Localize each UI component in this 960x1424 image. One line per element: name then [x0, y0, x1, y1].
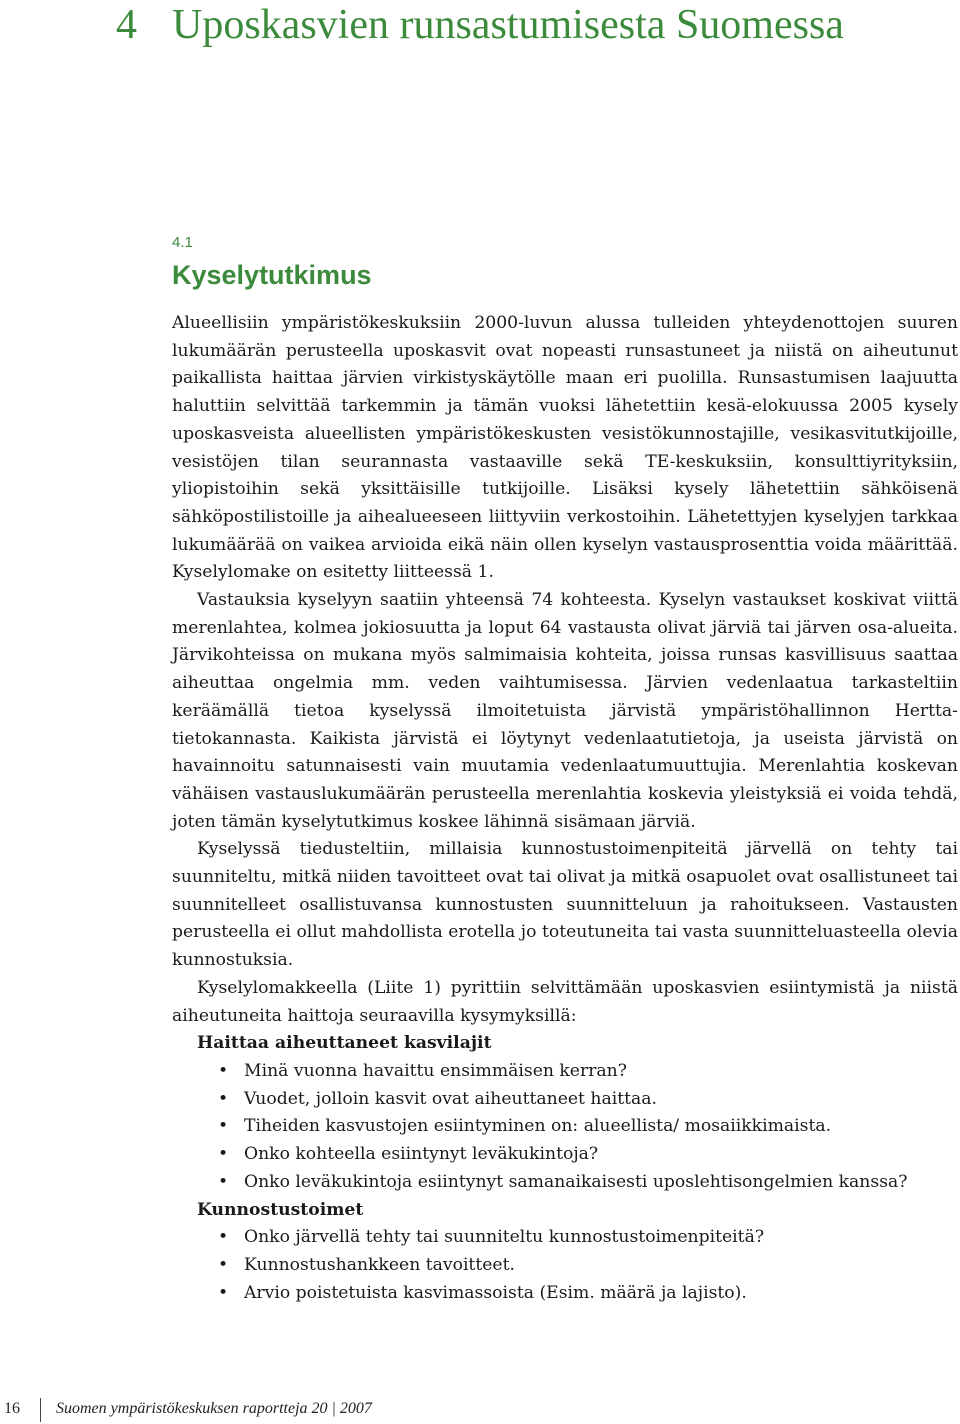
list-item: • Onko järvellä tehty tai suunniteltu kunnostustoimenpiteitä? [244, 1224, 958, 1252]
list-item: • Kunnostushankkeen tavoitteet. [244, 1252, 958, 1280]
list-item: • Tiheiden kasvustojen esiintyminen on: alueellista/ mosaiikkimaista. [244, 1113, 958, 1141]
list-heading-harmful-species: Haittaa aiheuttaneet kasvilajit [197, 1033, 492, 1054]
paragraph-responses: Vastauksia kyselyyn saatiin yhteensä 74 kohteesta. Kyselyn vastaukset koskivat viittä merenlahtea, kolmea jokiosuutta ja loput 64 vastausta olivat järviä tai järven osa-alueita. Järvikohteissa on mukana myös salmimaisia kohteita, joissa runsas kasvillisuus saattaa aiheuttaa ongelmia mm. veden vaihtumisessa. Järvien vedenlaatua tarkasteltiin keräämällä tietoa kyselyssä ilmoitetuista järvistä ympäristöhallinnon Hertta-tietokannasta. Kaikista järvistä ei löytynyt vedenlaatutietoja, ja useista järvistä on havainnoitu satunnaisesti vain muutamia vedenlaatumuuttujia. Merenlahtia koskevan vähäisen vastauslukumäärän perusteella merenlahtia koskevia yleistyksiä ei voida tehdä, joten tämän kyselytutkimus koskee lähinnä sisämaan järviä. [172, 590, 958, 832]
paragraph-questionnaire: Kyselylomakkeella (Liite 1) pyrittiin selvittämään uposkasvien esiintymistä ja niistä aiheutuneita haittoja seuraavilla kysymyksillä: [172, 977, 958, 1026]
chapter-number: 4 [116, 2, 137, 48]
list-restoration [172, 1224, 958, 1307]
section-title: Kyselytutkimus [172, 260, 372, 290]
list-item: • Minä vuonna havaittu ensimmäisen kerran? [244, 1058, 958, 1086]
paragraph-intro: Alueellisiin ympäristökeskuksiin 2000-luvun alussa tulleiden yhteydenottojen suuren lukumäärän perusteella uposkasvit ovat nopeasti runsastuneet ja niistä on aiheutunut paikallista haittaa järvien virkistyskäytölle maan eri puolilla. Runsastumisen laajuutta haluttiin selvittää tarkemmin ja tämän vuoksi lähetettiin kesä-elokuussa 2005 kysely uposkasveista alueellisten ympäristökeskusten vesistökunnostajille, vesikasvitutkijoille, vesistöjen tilan seurannasta vastaaville sekä TE-keskuksiin, konsulttiyrityksiin, yliopistoihin sekä yksittäisille tutkijoille. Lisäksi kysely lähetettiin sähköisenä sähköpostilistoille ja aihealueeseen liittyviin verkostoihin. Lähetettyjen kyselyjen tarkkaa lukumäärää on vaikea arvioida eikä näin ollen kyselyn vastausprosenttia voida määrittää. Kyselylomake on esitetty liitteessä 1. [172, 313, 958, 583]
footer-divider [40, 1398, 41, 1422]
paragraph-restoration: Kyselyssä tiedusteltiin, millaisia kunnostustoimenpiteitä järvellä on tehty tai suunniteltu, mitkä niiden tavoitteet ovat tai olivat ja mitkä osapuolet ovat osallistuneet tai suunnitelleet osallistuvansa kunnostusten suunnitteluun ja rahoitukseen. Vastausten perusteella ei ollut mahdollista erotella jo toteutuneita tai vasta suunnitteluasteella olevia kunnostuksia. [172, 839, 958, 971]
page-footer [0, 1398, 960, 1424]
body-content [172, 310, 958, 1307]
list-harmful-species [172, 1058, 958, 1197]
chapter-title: Uposkasvien runsastumisesta Suomessa [172, 2, 844, 48]
page-number: 16 [4, 1400, 20, 1417]
list-item: • Vuodet, jolloin kasvit ovat aiheuttaneet haittaa. [244, 1086, 958, 1114]
list-item: • Onko kohteella esiintynyt leväkukintoja? [244, 1141, 958, 1169]
section-number: 4.1 [172, 234, 193, 251]
list-heading-restoration: Kunnostustoimet [197, 1199, 364, 1220]
footer-series-title: Suomen ympäristökeskuksen raportteja 20 | 2007 [56, 1400, 372, 1417]
list-item: • Onko leväkukintoja esiintynyt samanaikaisesti uposlehtisongelmien kanssa? [244, 1169, 958, 1197]
list-item: • Arvio poistetuista kasvimassoista (Esim. määrä ja lajisto). [244, 1280, 958, 1308]
